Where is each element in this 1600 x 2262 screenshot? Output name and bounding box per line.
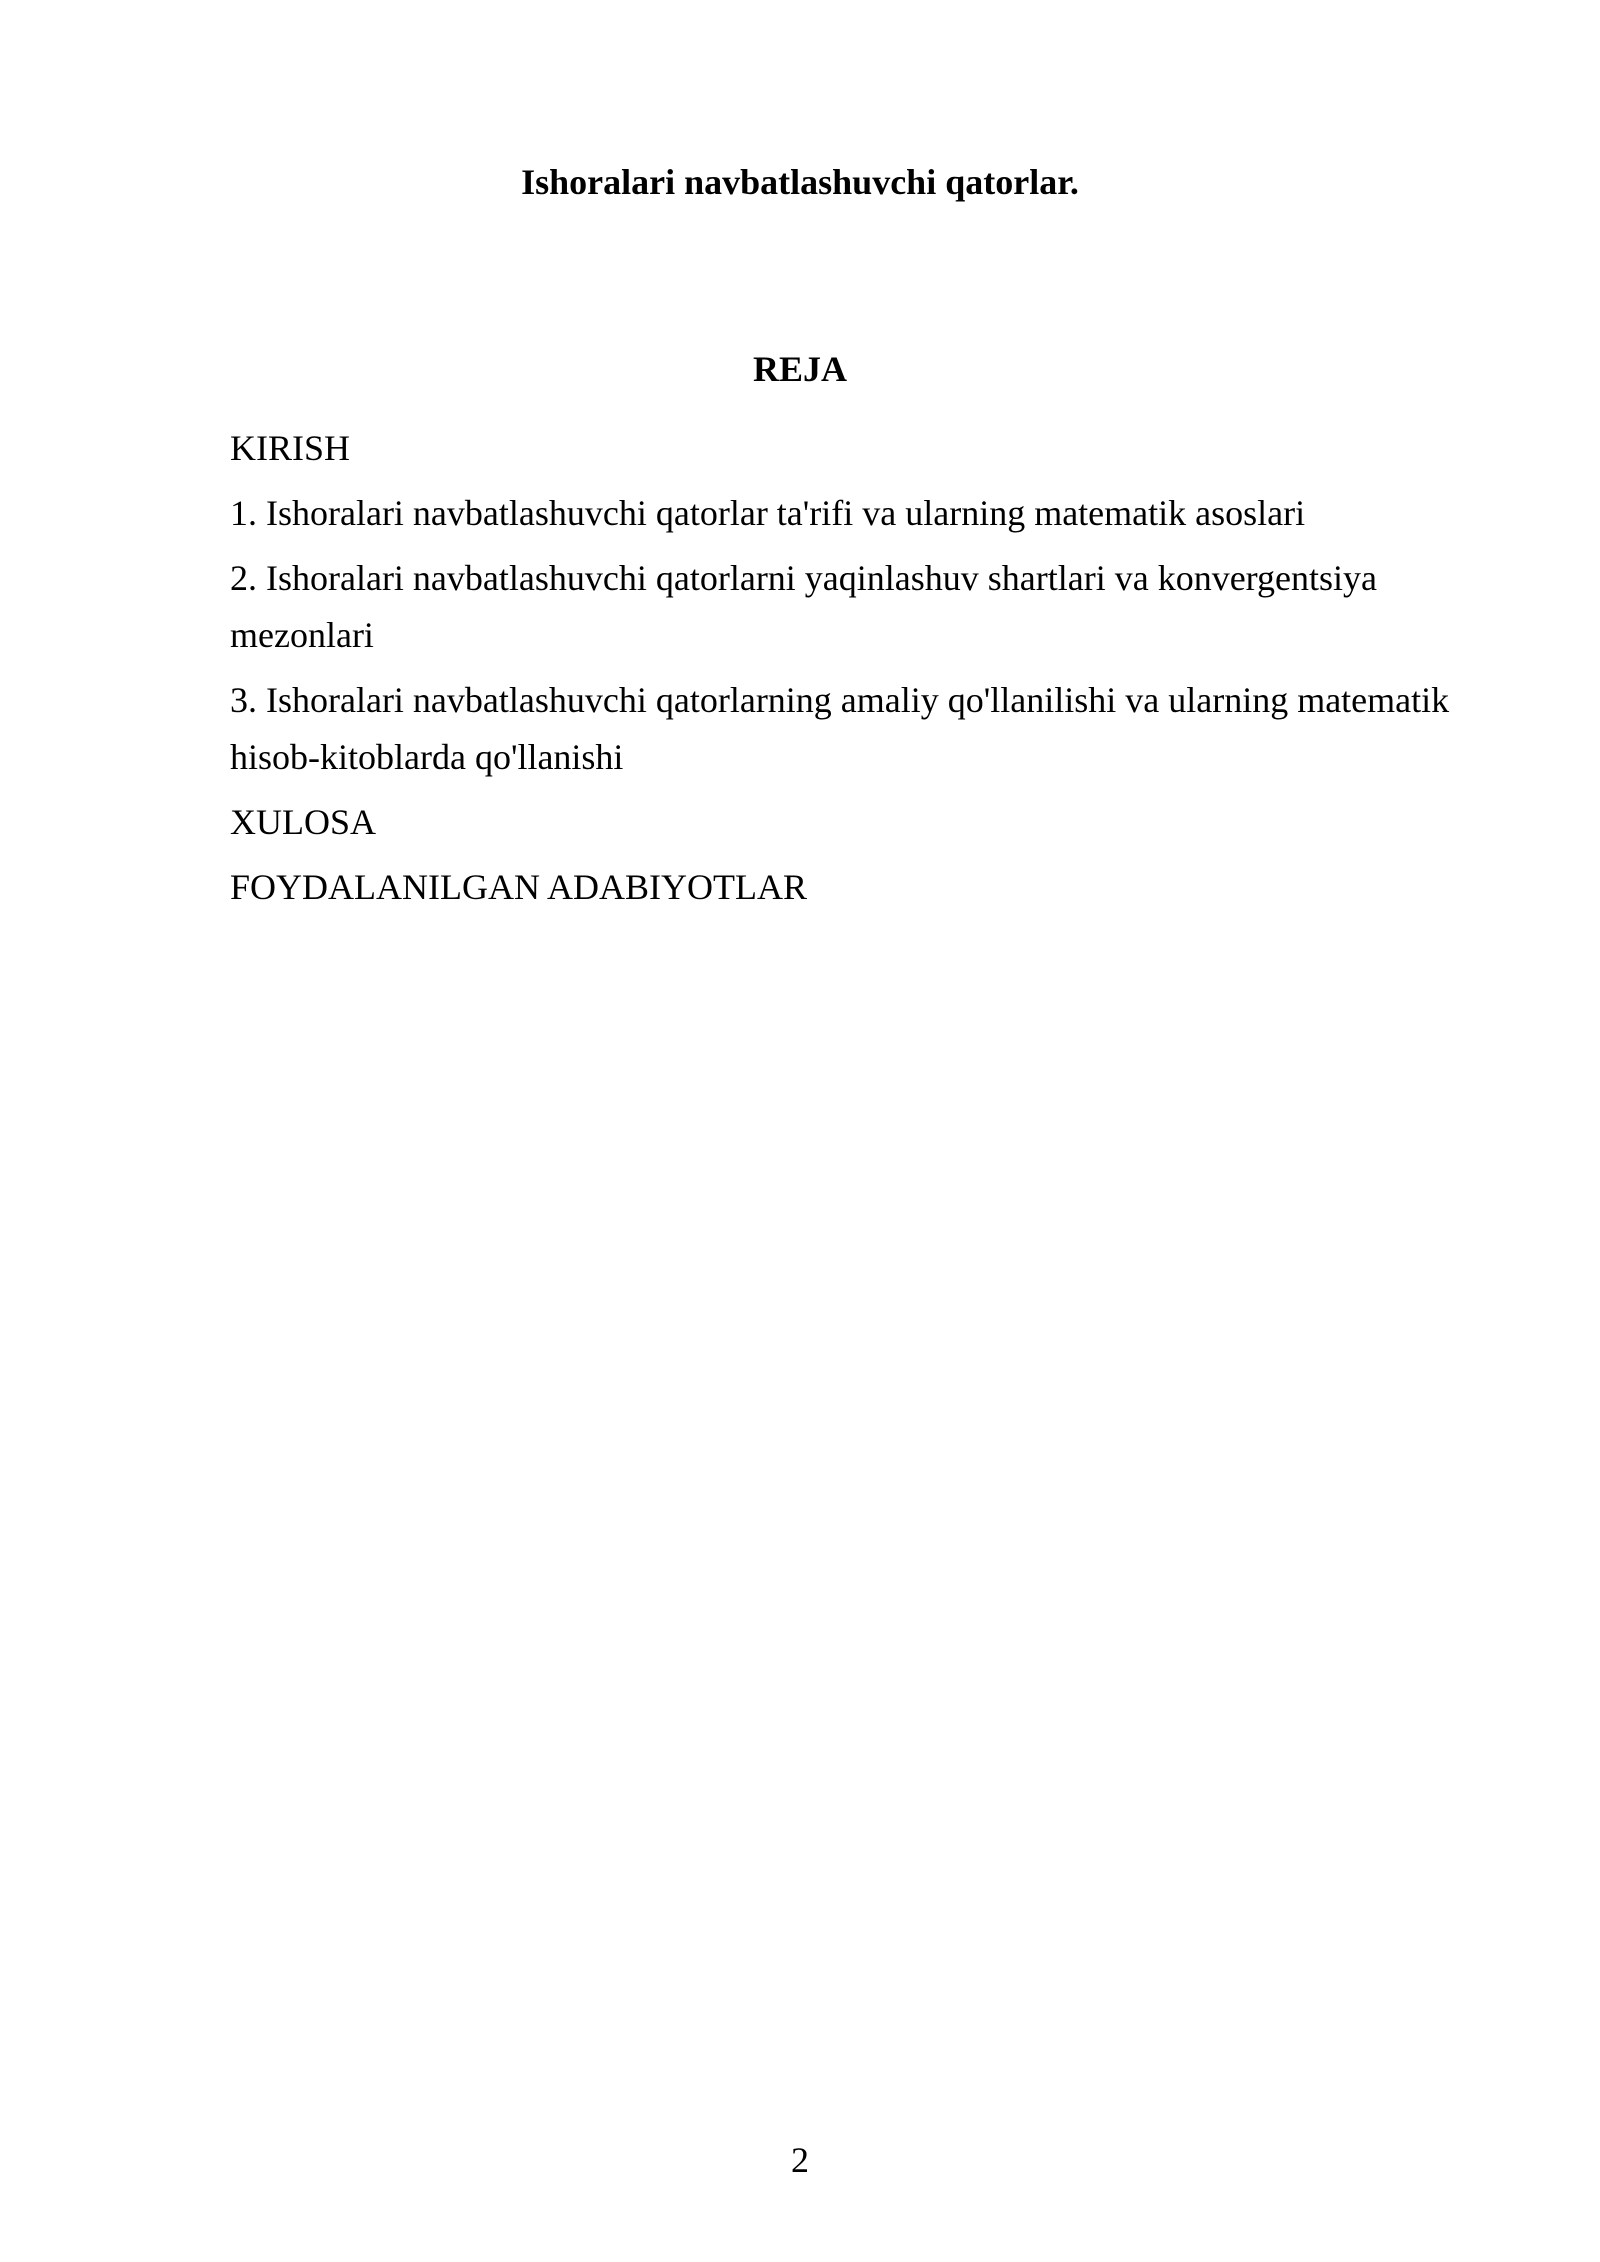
toc-item-section-3: 3. Ishoralari navbatlashuvchi qatorlarning amaliy qo'llanilishi va ularning matematik hisob-kitoblarda qo'llanishi [230,680,1450,777]
toc-item-intro: KIRISH [230,428,351,468]
page-number: 2 [791,2140,809,2180]
plan-heading: REJA [752,349,847,389]
table-of-contents [230,420,1450,924]
document-title: Ishoralari navbatlashuvchi qatorlar. [521,162,1079,202]
toc-item-section-1: 1. Ishoralari navbatlashuvchi qatorlar ta'rifi va ularning matematik asoslari [230,493,1306,533]
toc-item-section-2: 2. Ishoralari navbatlashuvchi qatorlarni yaqinlashuv shartlari va konvergentsiya mezonlari [230,558,1377,655]
toc-item-references: FOYDALANILGAN ADABIYOTLAR [230,867,807,907]
toc-item-conclusion: XULOSA [230,802,377,842]
